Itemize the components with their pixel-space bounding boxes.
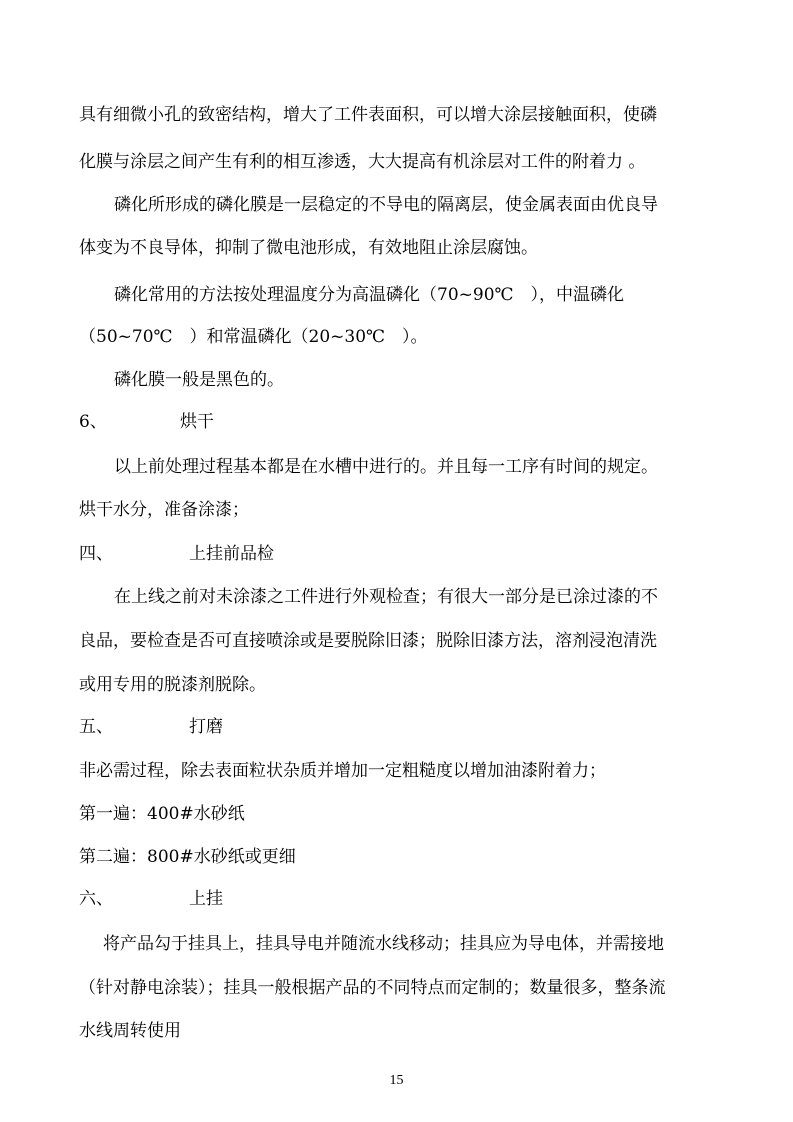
paragraph-6-line-1: 在上线之前对未涂漆之工件进行外观检查；有很大一部分是已涂过漆的不 (114, 587, 658, 607)
heading-5-title: 打磨 (189, 717, 223, 737)
paragraph-7-line-1: 非必需过程，除去表面粒状杂质并增加一定粗糙度以增加油漆附着力； (79, 761, 606, 781)
paragraph-6-line-3: 或用专用的脱漆剂脱除。 (79, 675, 266, 695)
heading-6-title: 烘干 (180, 412, 214, 432)
heading-4-number: 四、 (79, 544, 113, 564)
paragraph-2-line-2: 体变为不良导体，抑制了微电池形成，有效地阻止涂层腐蚀。 (79, 238, 538, 258)
heading-6-number: 6、 (79, 412, 107, 432)
heading-4-title: 上挂前品检 (189, 544, 274, 564)
paragraph-5-line-2: 烘干水分，准备涂漆； (79, 500, 249, 520)
page-number: 15 (389, 1073, 404, 1088)
paragraph-3-line-1: 磷化常用的方法按处理温度分为高温磷化（70~90℃ ），中温磷化 (114, 285, 625, 305)
paragraph-2-line-1: 磷化所形成的磷化膜是一层稳定的不导电的隔离层，使金属表面由优良导 (114, 195, 658, 215)
paragraph-1-line-2: 化膜与涂层之间产生有利的相互渗透，大大提高有机涂层对工件的附着力 。 (79, 152, 646, 172)
heading-6b-number: 六、 (79, 889, 113, 909)
paragraph-8-line-3: 水线周转使用 (79, 1021, 181, 1041)
paragraph-4-line-1: 磷化膜一般是黑色的。 (114, 370, 284, 390)
heading-5-number: 五、 (79, 717, 113, 737)
heading-6b-title: 上挂 (189, 889, 223, 909)
paragraph-7-line-3: 第二遍：800#水砂纸或更细 (79, 847, 296, 867)
paragraph-8-line-2: （针对静电涂装）；挂具一般根据产品的不同特点而定制的；数量很多，整条流 (79, 978, 666, 998)
paragraph-8-line-1: 将产品勾于挂具上，挂具导电并随流水线移动；挂具应为导电体，并需接地 (103, 934, 664, 954)
paragraph-5-line-1: 以上前处理过程基本都是在水槽中进行的。并且每一工序有时间的规定。 (114, 457, 658, 477)
paragraph-1-line-1: 具有细微小孔的致密结构，增大了工件表面积，可以增大涂层接触面积，使磷 (79, 105, 657, 125)
paragraph-3-line-2: （50~70℃ ）和常温磷化（20~30℃ ）。 (79, 327, 428, 347)
paragraph-7-line-2: 第一遍：400#水砂纸 (79, 804, 245, 824)
paragraph-6-line-2: 良品，要检查是否可直接喷涂或是要脱除旧漆；脱除旧漆方法，溶剂浸泡清洗 (79, 631, 657, 651)
